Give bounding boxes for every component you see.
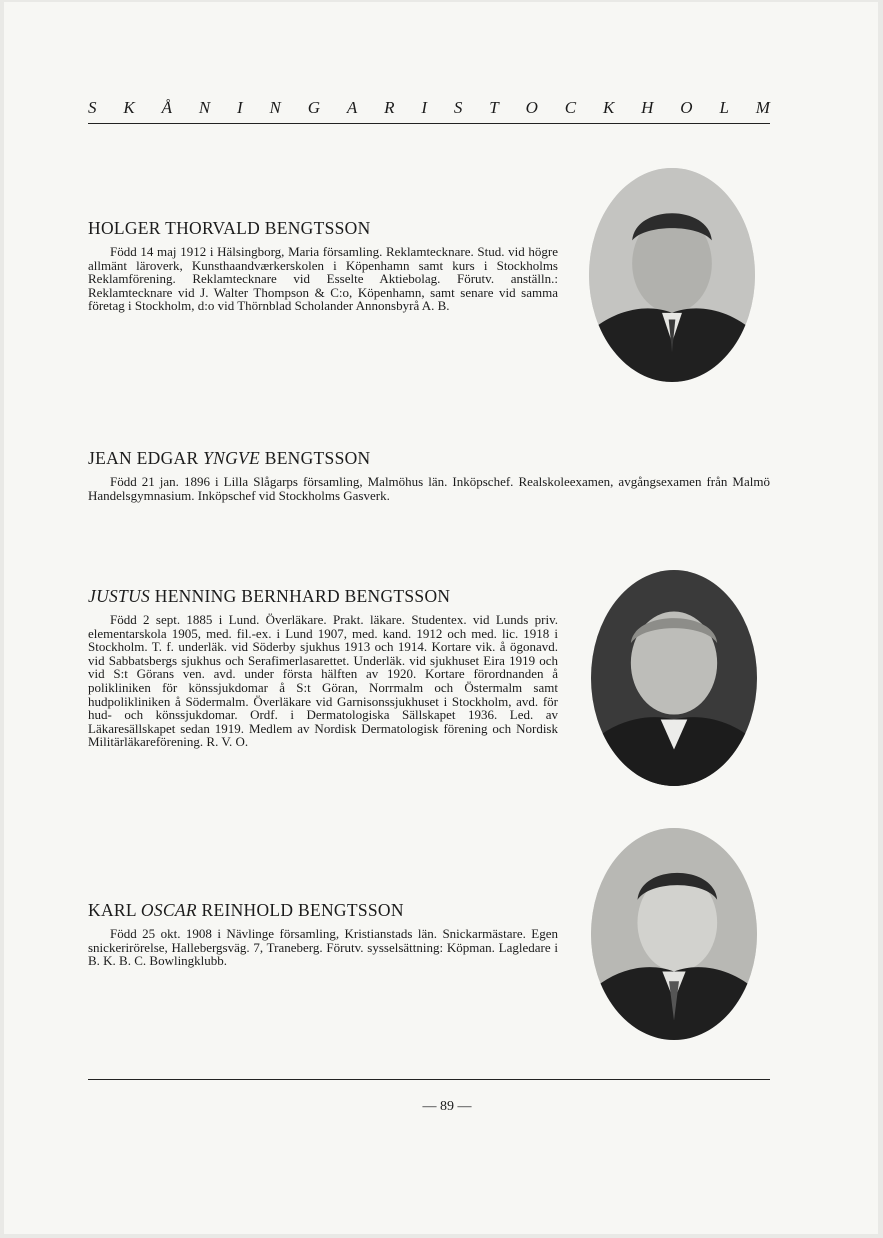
entry-justus	[88, 586, 558, 749]
running-head-letter: K	[602, 98, 615, 117]
running-head-letter: M	[755, 98, 770, 117]
entry-name	[88, 448, 770, 469]
running-head-letter: N	[269, 98, 281, 117]
running-head-letter: A	[346, 98, 358, 117]
entry-jean	[88, 448, 770, 502]
name-part: YNGVE	[203, 448, 261, 468]
name-part: JUSTUS	[88, 586, 151, 606]
running-head-letter: H	[641, 98, 654, 117]
name-part: HOLGER THORVALD BENGTSSON	[88, 218, 371, 238]
entry-bio: Född 21 jan. 1896 i Lilla Slågarps församling, Malmöhus län. Inköpschef. Realskoleexamen, avgångsexamen från Malmö Handelsgymnasium. Inköpschef vid Stockholms Gasverk.	[88, 474, 770, 503]
running-head	[88, 98, 770, 118]
running-head-letter: G	[307, 98, 321, 117]
name-part: REINHOLD BENGTSSON	[196, 900, 404, 920]
entry-holger	[88, 218, 558, 313]
running-head-letter: C	[564, 98, 577, 117]
name-part: KARL	[88, 900, 141, 920]
book-page	[4, 2, 878, 1234]
running-head-letter: R	[384, 98, 395, 117]
entry-name	[88, 900, 558, 921]
running-head-letter: T	[489, 98, 499, 117]
footer-rule	[88, 1079, 770, 1080]
entry-bio: Född 2 sept. 1885 i Lund. Överläkare. Prakt. läkare. Studentex. vid Lunds priv. elementarskola 1905, med. fil.-ex. i Lund 1907, med. kand. 1912 och med. lic. 1918 i Stockholm. T. f. underläk. vid Söderby sjukhus 1913 och 1914. Kortare vik. å ögonavd. vid Sabbatsbergs sjukhus och Serafimerlasarettet. Underläk. vid sjukhuset Eira 1919 och vid S:t Görans ven. avd. under första hälften av 1920. Kortare förordnanden å polikliniken för könssjukdomar å S:t Göran, Norrmalm och Östermalm samt hudpolikliniken å Södermalm. Överläkare vid Garnisonssjukhuset i Stockholm, avd. för hud- och könssjukdomar. Ordf. i Dermatologiska Sällskapet 1936. Led. av Läkaresällskapet sedan 1919. Medlem av Nordisk Dermatologisk förening och Nordisk Militärläkareförening. R. V. O.	[88, 612, 558, 750]
running-head-letter: S	[88, 98, 97, 117]
running-head-letter: K	[123, 98, 135, 117]
running-head-letter: N	[198, 98, 211, 117]
name-part: BENGTSSON	[260, 448, 371, 468]
name-part: HENNING BERNHARD BENGTSSON	[150, 586, 451, 606]
name-part: JEAN EDGAR	[88, 448, 204, 468]
running-head-letter: I	[421, 98, 428, 117]
entry-bio: Född 14 maj 1912 i Hälsingborg, Maria församling. Reklamtecknare. Stud. vid högre allmänt läroverk, Kunsthaandværkerskolen i Köpenhamn samt kurs i Stockholms Reklamförening. Reklamtecknare vid Esselte Aktiebolag. Förutv. anställn.: Reklamtecknare vid J. Walter Thompson & C:o, Köpenhamn, samt senare vid samma företag i Stockholm, d:o vid Thörnblad Scholander Annonsbyrå A. B.	[88, 244, 558, 314]
portrait-photo	[589, 168, 755, 382]
portrait-illustration	[591, 828, 757, 1040]
portrait-photo	[591, 570, 757, 786]
header-rule	[88, 123, 770, 124]
running-head-letter: S	[453, 98, 463, 117]
entry-bio: Född 25 okt. 1908 i Nävlinge församling, Kristianstads län. Snickarmästare. Egen snickerirörelse, Hallebergsväg. 7, Traneberg. Förutv. sysselsättning: Köpman. Lagledare i B. K. B. C. Bowlingklubb.	[88, 926, 558, 969]
entry-karl	[88, 900, 558, 968]
running-head-letter: L	[719, 98, 729, 117]
entry-name	[88, 586, 558, 607]
entry-name	[88, 218, 558, 239]
running-head-letter: O	[680, 98, 693, 117]
running-head-letter: Å	[161, 98, 172, 117]
portrait-illustration	[591, 570, 757, 786]
portrait-photo	[591, 828, 757, 1040]
portrait-illustration	[589, 168, 755, 382]
name-part: OSCAR	[140, 900, 197, 920]
page-number: — 89 —	[422, 1099, 472, 1114]
running-head-letter: O	[525, 98, 538, 117]
running-head-letter: I	[237, 98, 243, 117]
